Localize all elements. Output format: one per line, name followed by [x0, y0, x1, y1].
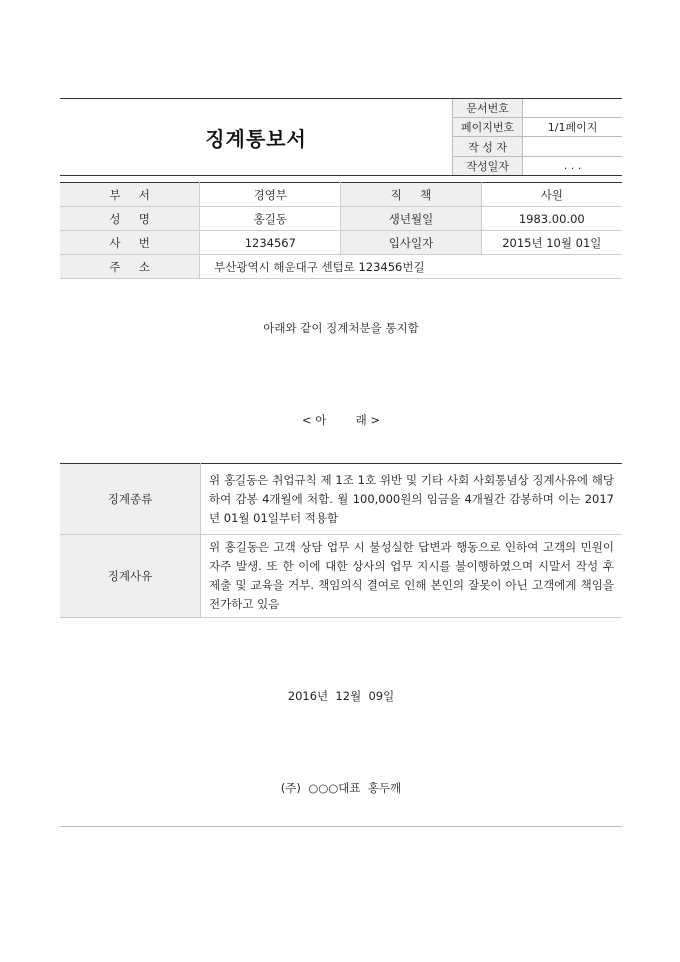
meta-label: 작 성 자	[453, 137, 523, 156]
issue-date: 2016년 12월 09일	[287, 689, 395, 703]
address-value: 부산광역시 해운대구 센텀로 123456번길	[200, 255, 622, 279]
meta-row-author	[453, 137, 623, 156]
info-row	[60, 183, 622, 207]
discipline-type-text: 위 홍길동은 취업규칙 제 1조 1호 위반 및 기타 사회 사회통념상 징계사유에 해당하여 감봉 4개월에 처함. 월 100,000원의 임금을 4개월간 감봉하며 이는 2017년 01월 01일부터 적용함	[201, 464, 623, 535]
dept-label: 부 서	[60, 183, 200, 207]
hire-value: 2015년 10월 01일	[481, 231, 622, 255]
meta-label: 작성일자	[453, 156, 523, 175]
meta-value: . . .	[563, 159, 582, 173]
below-heading: < 아 래 >	[301, 413, 381, 427]
name-label: 성 명	[60, 207, 200, 231]
meta-row-date	[453, 156, 623, 175]
discipline-type-label: 징계종류	[60, 464, 201, 535]
discipline-table	[60, 463, 622, 618]
hire-label: 입사일자	[341, 231, 481, 255]
discipline-reason-label: 징계사유	[60, 535, 201, 618]
signature-line: (주) ○○○대표 홍두깨	[280, 781, 402, 795]
meta-label: 페이지번호	[453, 118, 523, 137]
address-label: 주 소	[60, 255, 200, 279]
meta-label: 문서번호	[453, 99, 523, 118]
discipline-reason-text: 위 홍길동은 고객 상담 업무 시 불성실한 답변과 행동으로 인하여 고객의 민원이 자주 발생. 또 한 이에 대한 상사의 업무 지시를 불이행하였으며 시말서 작성 후 제출 및 교육을 거부. 책임의식 결여로 인해 본인의 잘못이 아닌 고객에게 책임을 전가하고 있음	[201, 535, 623, 618]
meta-value	[523, 99, 622, 118]
dept-value: 경영부	[200, 183, 341, 207]
document-header	[60, 98, 622, 176]
meta-row-page-number	[453, 118, 623, 137]
footer-divider	[60, 826, 622, 827]
empno-label: 사 번	[60, 231, 200, 255]
document-title: 징계통보서	[205, 126, 307, 151]
position-label: 직 책	[341, 183, 481, 207]
discipline-type-row	[60, 464, 622, 535]
info-row	[60, 255, 622, 279]
discipline-reason-row	[60, 535, 622, 618]
position-value: 사원	[481, 183, 622, 207]
notice-text: 아래와 같이 징계처분을 통지함	[263, 321, 419, 335]
birth-value: 1983.00.00	[481, 207, 622, 231]
birth-label: 생년월일	[341, 207, 481, 231]
info-row	[60, 231, 622, 255]
info-row	[60, 207, 622, 231]
name-value: 홍길동	[200, 207, 341, 231]
meta-row-doc-number	[453, 99, 623, 118]
meta-value	[523, 137, 622, 156]
meta-value: 1/1페이지	[523, 118, 622, 137]
empno-value: 1234567	[200, 231, 341, 255]
document-meta-table	[452, 99, 622, 175]
employee-info-table	[60, 182, 622, 279]
